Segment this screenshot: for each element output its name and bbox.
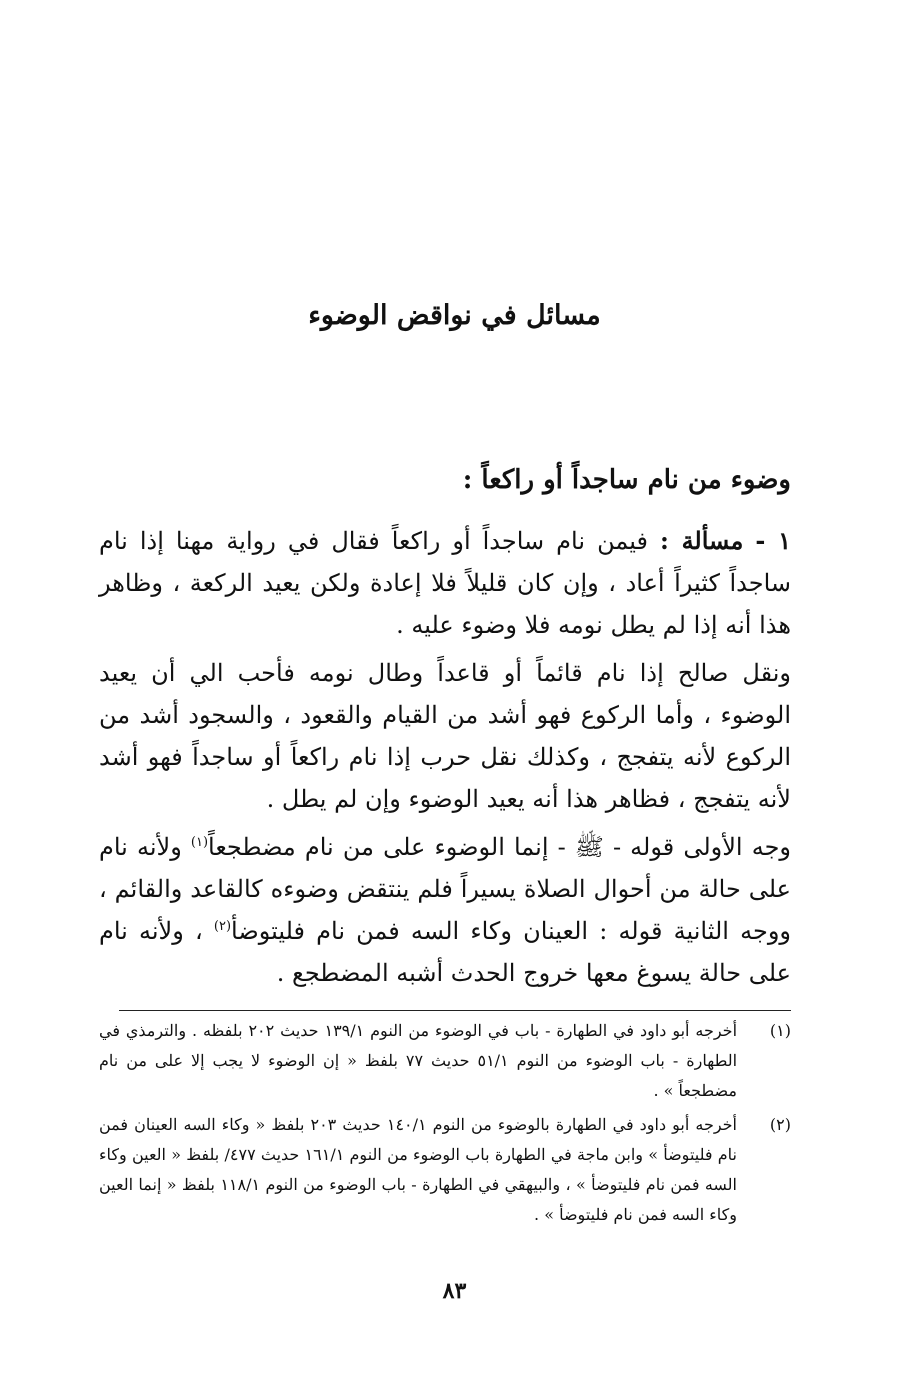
footnote-divider bbox=[119, 1010, 791, 1011]
paragraph-1-text: فيمن نام ساجداً أو راكعاً فقال في رواية مهنا إذا نام ساجداً كثيراً أعاد ، وإن كان قليلاً فلا إعادة ولكن يعيد الركعة ، وظاهر هذا أنه إذا لم يطل نومه فلا وضوء عليه . bbox=[99, 527, 791, 639]
chapter-title: مسائل في نواقض الوضوء bbox=[308, 300, 601, 331]
footnote-2-number: (٢) bbox=[769, 1115, 791, 1134]
footnote-1-text: أخرجه أبو داود في الطهارة - باب في الوضوء من النوم ١٣٩/١ حديث ٢٠٢ بلفظه . والترمذي في الطهارة - باب الوضوء من النوم ٥١/١ حديث ٧٧ بلفظ « إن الوضوء لا يجب إلا على من نام مضطجعاً » . bbox=[99, 1021, 738, 1100]
footnote-1-number: (١) bbox=[769, 1021, 791, 1040]
issue-label: مسألة : bbox=[659, 526, 744, 555]
issue-number: ١ - bbox=[755, 526, 791, 555]
footnote-2-text: أخرجه أبو داود في الطهارة بالوضوء من النوم ١٤٠/١ حديث ٢٠٣ بلفظ « وكاء السه العينان فمن نام فليتوضأ » وابن ماجة في الطهارة باب الوضوء من النوم ١٦١/١ حديث ٤٧٧/ بلفظ « العين وكاء السه فمن نام فليتوضأ » ، والبيهقي في الطهارة - باب الوضوء من النوم ١١٨/١ بلفظ « إنما العين وكاء السه فمن نام فليتوضأ » . bbox=[99, 1115, 738, 1224]
paragraph-1 bbox=[99, 520, 791, 646]
paragraph-3-text-a: وجه الأولى قوله - ﷺ - إنما الوضوء على من نام مضطجعاً bbox=[208, 833, 791, 861]
paragraph-3-text-b: ولأنه نام على حالة من أحوال الصلاة يسيراً فلم ينتقض وضوءه كالقاعد والقائم ، ووجه الثانية قوله : العينان وكاء السه فمن نام فليتوضأ bbox=[99, 833, 791, 945]
paragraph-3 bbox=[99, 826, 791, 994]
footnote-1 bbox=[99, 1016, 791, 1106]
paragraph-2-text: ونقل صالح إذا نام قائماً أو قاعداً وطال نومه فأحب الي أن يعيد الوضوء ، وأما الركوع فهو أشد من القيام والقعود ، والسجود أشد من الركوع لأنه يتفجج ، وكذلك نقل حرب إذا نام راكعاً أو ساجداً فهو أشد لأنه يتفجج ، فظاهر هذا أنه يعيد الوضوء وإن لم يطل . bbox=[99, 659, 791, 813]
footnote-ref-1[interactable]: (١) bbox=[190, 835, 209, 850]
page-number: ٨٣ bbox=[442, 1278, 467, 1304]
section-heading: وضوء من نام ساجداً أو راكعاً : bbox=[462, 465, 791, 495]
footnote-2 bbox=[99, 1110, 791, 1230]
paragraph-3-text-c: ، ولأنه نام على حالة يسوغ معها خروج الحدث أشبه المضطجع . bbox=[99, 917, 791, 987]
footnote-ref-2[interactable]: (٢) bbox=[213, 919, 232, 934]
footnotes bbox=[99, 1016, 791, 1234]
paragraph-2 bbox=[99, 652, 791, 820]
